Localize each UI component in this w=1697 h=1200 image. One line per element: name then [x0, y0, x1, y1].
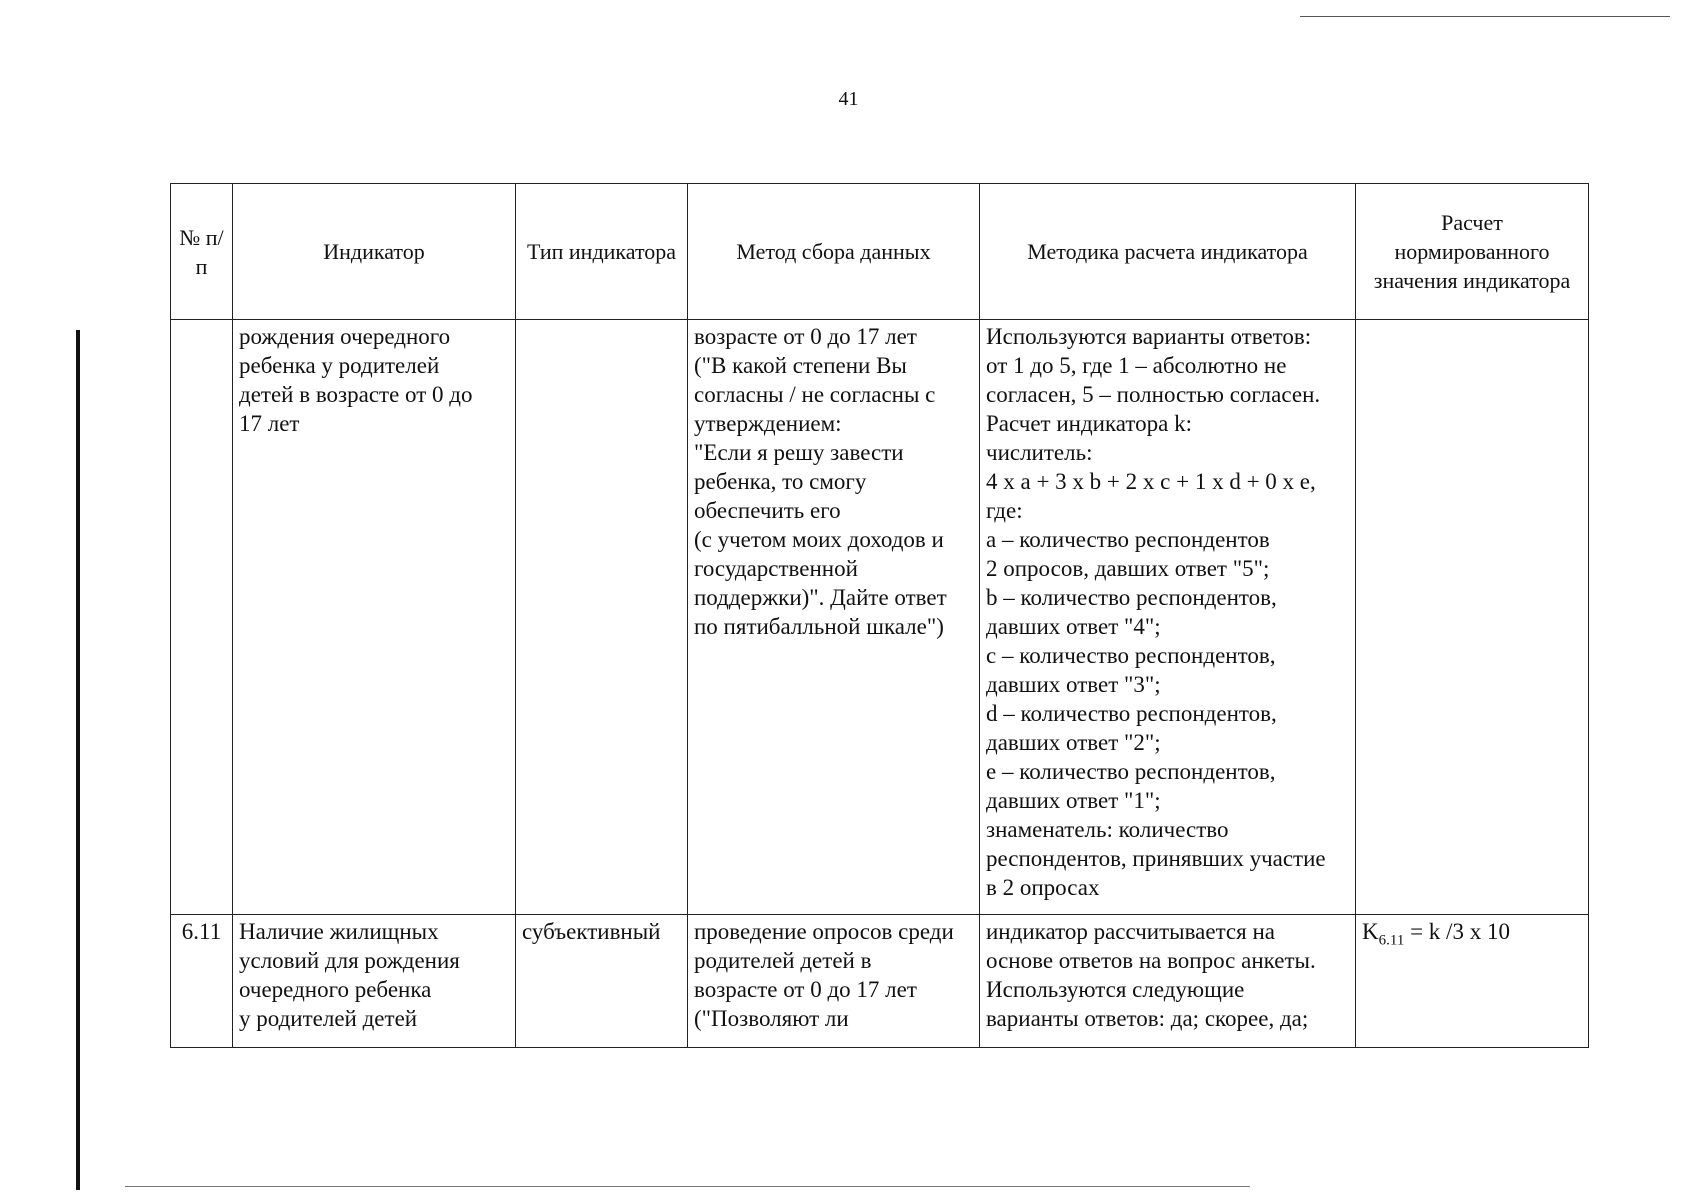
- cell-method: проведение опросов среди родителей детей в возрасте от 0 до 17 лет ("Позволяют ли: [688, 915, 980, 1048]
- cell-normalized: [1356, 320, 1589, 915]
- page-number: 41: [838, 88, 859, 110]
- header-method: Метод сбора данных: [688, 184, 980, 320]
- cell-type: субъективный: [516, 915, 688, 1048]
- header-indicator: Индикатор: [233, 184, 516, 320]
- header-type: Тип индикатора: [516, 184, 688, 320]
- cell-type: [516, 320, 688, 915]
- cell-calc-method: индикатор рассчитывается на основе ответов на вопрос анкеты. Используются следующие варианты ответов: да; скорее, да;: [980, 915, 1356, 1048]
- table-row: [171, 320, 1589, 915]
- cell-normalized-formula: $K_{6.11} = k$ /3 x 10: [1356, 915, 1589, 1048]
- cell-indicator: Наличие жилищных условий для рождения очередного ребенка у родителей детей: [233, 915, 516, 1048]
- header-num: № п/п: [171, 184, 233, 320]
- header-normalized: Расчет нормированного значения индикатора: [1356, 184, 1589, 320]
- cell-calc-method: Используются варианты ответов: от 1 до 5, где 1 – абсолютно не согласен, 5 – полностью согласен. Расчет индикатора k: числитель: 4 x a + 3 x b + 2 x c + 1 x d + 0 x e, где: a – количество респондентов 2 опросов, давших ответ "5"; b – количество респондентов, давших ответ "4"; c – количество респондентов, давших ответ "3"; d – количество респондентов, давших ответ "2"; e – количество респондентов, давших ответ "1"; знаменатель: количество респондентов, принявших участие в 2 опросах: [980, 320, 1356, 915]
- cell-num: [171, 320, 233, 915]
- scan-edge-line-top: [1300, 16, 1670, 17]
- table-row: [171, 915, 1589, 1048]
- cell-num: 6.11: [171, 915, 233, 1048]
- cell-indicator: рождения очередного ребенка у родителей детей в возрасте от 0 до 17 лет: [233, 320, 516, 915]
- scan-binding-edge: [76, 330, 80, 1190]
- table-header-row: [171, 184, 1589, 320]
- cell-method: возрасте от 0 до 17 лет ("В какой степени Вы согласны / не согласны с утверждением: "Если я решу завести ребенка, то смогу обеспечить его (с учетом моих доходов и государственной поддержки)". Дайте ответ по пятибалльной шкале"): [688, 320, 980, 915]
- header-calc-method: Методика расчета индикатора: [980, 184, 1356, 320]
- scan-edge-line-bottom: [125, 1186, 1250, 1187]
- indicator-table: [170, 183, 1589, 1048]
